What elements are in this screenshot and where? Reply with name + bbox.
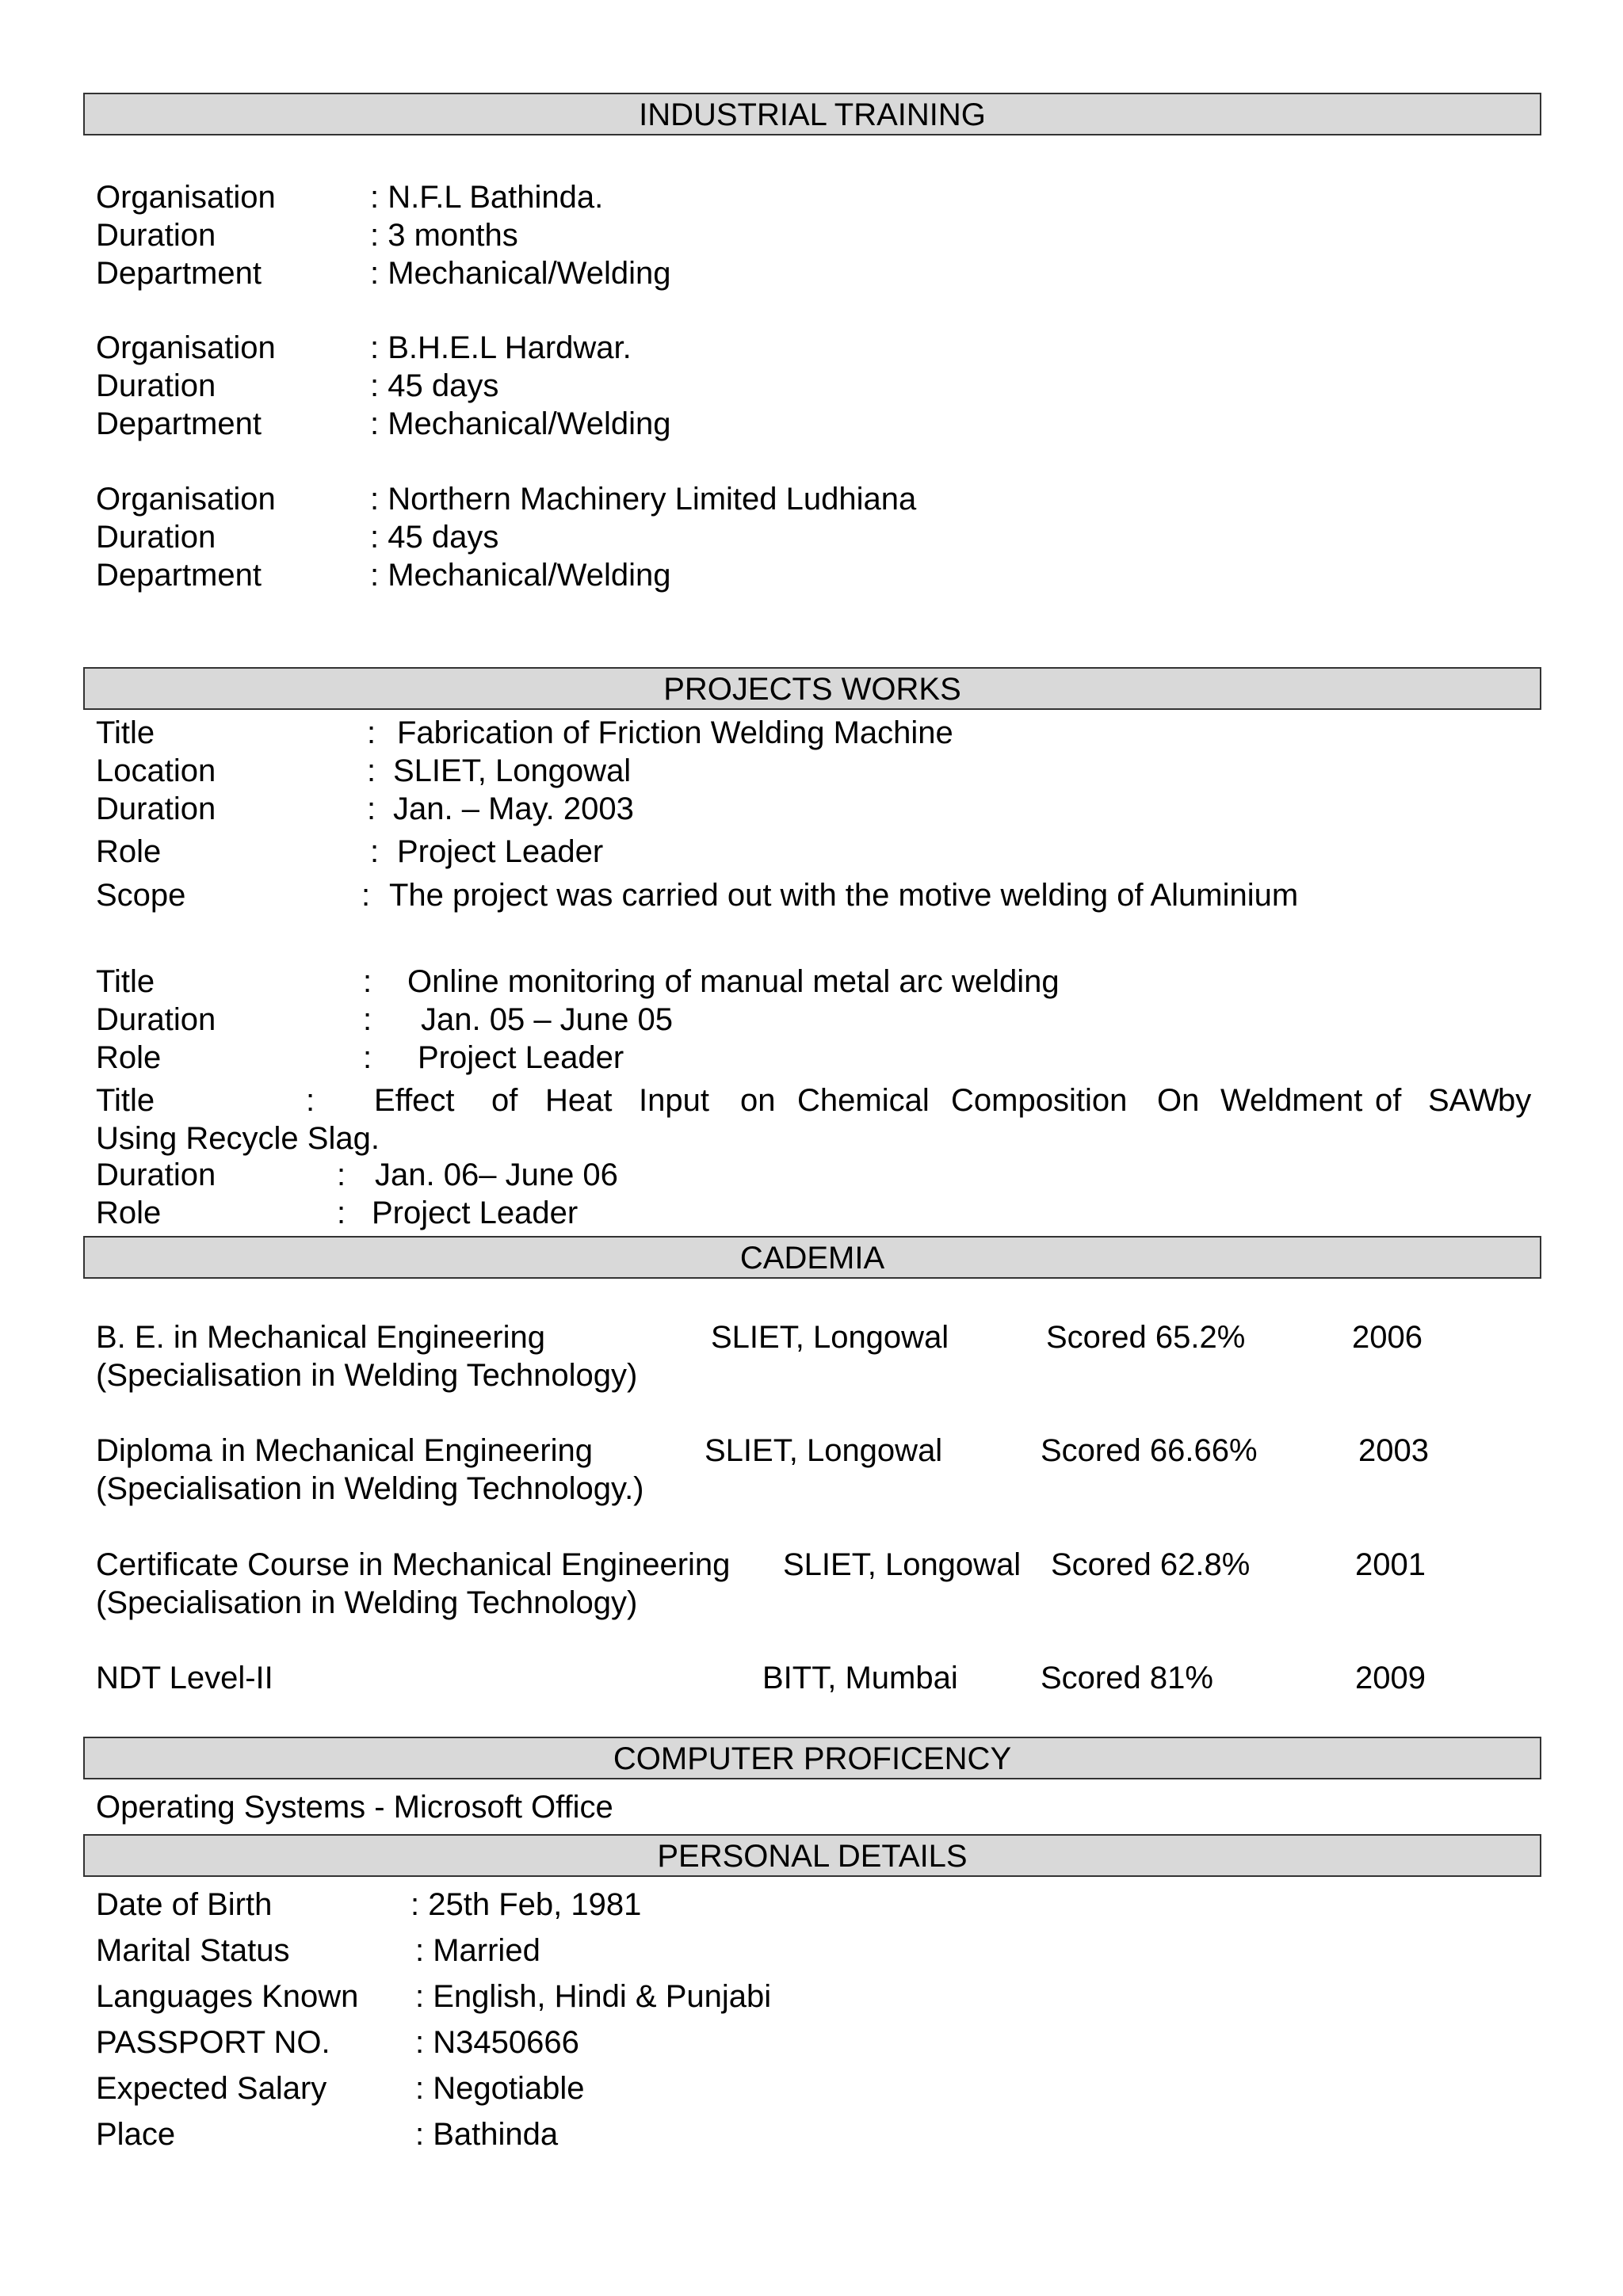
personal-details-heading: PERSONAL DETAILS bbox=[83, 1834, 1541, 1877]
year: 2009 bbox=[1355, 1661, 1426, 1695]
training-duration-row bbox=[96, 367, 1522, 405]
training-department-row bbox=[96, 556, 1522, 594]
project-duration-label: Duration bbox=[96, 1002, 216, 1037]
personal-label: Date of Birth bbox=[96, 1887, 273, 1922]
project-duration-row bbox=[96, 1001, 1522, 1039]
personal-value: : English, Hindi & Punjabi bbox=[415, 1979, 772, 2014]
project-title-value-word: Chemical bbox=[797, 1083, 930, 1118]
score: Scored 81% bbox=[1041, 1661, 1213, 1695]
colon-separator: : bbox=[367, 791, 376, 826]
colon-separator: : bbox=[361, 878, 371, 913]
academia-heading: CADEMIA bbox=[83, 1236, 1541, 1279]
course-name: Certificate Course in Mechanical Engineering bbox=[96, 1547, 731, 1582]
project-title-row bbox=[96, 714, 1522, 752]
training-duration-label: Duration bbox=[96, 520, 216, 555]
project-role-value: Project Leader bbox=[397, 834, 604, 869]
project-location-row bbox=[96, 752, 1522, 790]
personal-value: : Married bbox=[415, 1933, 540, 1968]
project-scope-label: Scope bbox=[96, 878, 186, 913]
project-role-value: Project Leader bbox=[372, 1196, 579, 1230]
training-department-row bbox=[96, 254, 1522, 292]
training-department-value: : Mechanical/Welding bbox=[370, 406, 671, 441]
colon-separator: : bbox=[363, 1040, 372, 1075]
project-title-continuation: Using Recycle Slag. bbox=[96, 1121, 380, 1156]
year: 2006 bbox=[1352, 1320, 1423, 1355]
training-department-label: Department bbox=[96, 558, 262, 593]
training-department-label: Department bbox=[96, 406, 262, 441]
training-org-row bbox=[96, 178, 1522, 216]
score: Scored 66.66% bbox=[1041, 1433, 1258, 1468]
project-title-label: Title bbox=[96, 964, 155, 999]
specialisation-note: (Specialisation in Welding Technology.) bbox=[96, 1471, 644, 1506]
project-role-label: Role bbox=[96, 834, 162, 869]
institute-name: SLIET, Longowal bbox=[711, 1320, 949, 1355]
computer-proficiency-text: Operating Systems - Microsoft Office bbox=[96, 1790, 613, 1825]
course-name: Diploma in Mechanical Engineering bbox=[96, 1433, 594, 1468]
project-role-label: Role bbox=[96, 1040, 162, 1075]
training-org-row bbox=[96, 329, 1522, 367]
year: 2001 bbox=[1355, 1547, 1426, 1582]
course-name: B. E. in Mechanical Engineering bbox=[96, 1320, 545, 1355]
personal-row bbox=[96, 2115, 1522, 2153]
project-title-label: Title bbox=[96, 715, 155, 750]
personal-value: : 25th Feb, 1981 bbox=[411, 1887, 642, 1922]
personal-value: : Negotiable bbox=[415, 2071, 585, 2106]
project-role-row bbox=[96, 1194, 1522, 1232]
colon-separator: : bbox=[306, 1083, 315, 1118]
project-duration-value: Jan. 06– June 06 bbox=[375, 1158, 618, 1192]
specialisation-note: (Specialisation in Welding Technology) bbox=[96, 1585, 638, 1620]
project-title-value-word: Input bbox=[639, 1083, 709, 1118]
project-title-value: Online monitoring of manual metal arc welding bbox=[407, 964, 1060, 999]
institute-name: BITT, Mumbai bbox=[762, 1661, 958, 1695]
course-name: NDT Level-II bbox=[96, 1661, 273, 1695]
project-scope-value: The project was carried out with the motive welding of Aluminium bbox=[389, 878, 1299, 913]
project-duration-row bbox=[96, 1156, 1522, 1194]
personal-row bbox=[96, 2069, 1522, 2107]
training-org-value: : N.F.L Bathinda. bbox=[370, 180, 604, 215]
year: 2003 bbox=[1358, 1433, 1429, 1468]
institute-name: SLIET, Longowal bbox=[783, 1547, 1022, 1582]
project-title-label: Title bbox=[96, 1083, 155, 1118]
colon-separator: : bbox=[370, 834, 380, 869]
personal-row bbox=[96, 1932, 1522, 1970]
project-duration-label: Duration bbox=[96, 1158, 216, 1192]
training-org-value: : Northern Machinery Limited Ludhiana bbox=[370, 482, 917, 517]
personal-label: PASSPORT NO. bbox=[96, 2025, 330, 2060]
project-title-value-word: On bbox=[1157, 1083, 1200, 1118]
project-title-value-word: Effect bbox=[374, 1083, 455, 1118]
training-duration-label: Duration bbox=[96, 218, 216, 253]
personal-label: Marital Status bbox=[96, 1933, 290, 1968]
personal-value: : Bathinda bbox=[415, 2117, 559, 2152]
project-role-row bbox=[96, 833, 1522, 871]
project-role-label: Role bbox=[96, 1196, 162, 1230]
training-department-value: : Mechanical/Welding bbox=[370, 256, 671, 291]
personal-value: : N3450666 bbox=[415, 2025, 579, 2060]
project-duration-row bbox=[96, 790, 1522, 828]
personal-label: Place bbox=[96, 2117, 176, 2152]
training-org-value: : B.H.E.L Hardwar. bbox=[370, 330, 632, 365]
project-title-value-word: by bbox=[1498, 1083, 1532, 1118]
score: Scored 65.2% bbox=[1046, 1320, 1246, 1355]
training-duration-value: : 45 days bbox=[370, 520, 499, 555]
colon-separator: : bbox=[367, 715, 376, 750]
project-title-value-word: Weldment bbox=[1220, 1083, 1363, 1118]
project-duration-value: Jan. – May. 2003 bbox=[393, 791, 634, 826]
project-scope-row bbox=[96, 876, 1522, 914]
institute-name: SLIET, Longowal bbox=[705, 1433, 943, 1468]
project-title-value: Fabrication of Friction Welding Machine bbox=[397, 715, 953, 750]
training-duration-label: Duration bbox=[96, 368, 216, 403]
project-title-value-word: Heat bbox=[545, 1083, 613, 1118]
training-org-label: Organisation bbox=[96, 330, 276, 365]
computer-proficiency-heading: COMPUTER PROFICENCY bbox=[83, 1737, 1541, 1779]
project-duration-label: Duration bbox=[96, 791, 216, 826]
training-org-label: Organisation bbox=[96, 180, 276, 215]
training-department-value: : Mechanical/Welding bbox=[370, 558, 671, 593]
project-title-value-word: of bbox=[1375, 1083, 1402, 1118]
project-title-row bbox=[96, 963, 1522, 1001]
colon-separator: : bbox=[363, 964, 372, 999]
personal-label: Languages Known bbox=[96, 1979, 359, 2014]
training-duration-value: : 3 months bbox=[370, 218, 518, 253]
project-title-value-word: on bbox=[740, 1083, 776, 1118]
personal-label: Expected Salary bbox=[96, 2071, 327, 2106]
personal-row bbox=[96, 2023, 1522, 2061]
projects-heading: PROJECTS WORKS bbox=[83, 667, 1541, 710]
project-role-value: Project Leader bbox=[418, 1040, 624, 1075]
colon-separator: : bbox=[367, 753, 376, 788]
specialisation-note: (Specialisation in Welding Technology) bbox=[96, 1358, 638, 1393]
project-title-value-word: Composition bbox=[951, 1083, 1128, 1118]
training-duration-row bbox=[96, 518, 1522, 556]
project-title-value-word: SAW bbox=[1428, 1083, 1499, 1118]
training-org-label: Organisation bbox=[96, 482, 276, 517]
training-department-row bbox=[96, 405, 1522, 443]
training-duration-value: : 45 days bbox=[370, 368, 499, 403]
industrial-training-heading: INDUSTRIAL TRAINING bbox=[83, 93, 1541, 135]
project-location-value: SLIET, Longowal bbox=[393, 753, 632, 788]
colon-separator: : bbox=[337, 1158, 346, 1192]
training-org-row bbox=[96, 480, 1522, 518]
score: Scored 62.8% bbox=[1051, 1547, 1251, 1582]
project-title-value-word: of bbox=[491, 1083, 518, 1118]
colon-separator: : bbox=[337, 1196, 346, 1230]
project-role-row bbox=[96, 1039, 1522, 1077]
training-duration-row bbox=[96, 216, 1522, 254]
training-department-label: Department bbox=[96, 256, 262, 291]
project-duration-value: Jan. 05 – June 05 bbox=[421, 1002, 674, 1037]
personal-row bbox=[96, 1886, 1522, 1924]
colon-separator: : bbox=[363, 1002, 372, 1037]
project-location-label: Location bbox=[96, 753, 216, 788]
personal-row bbox=[96, 1978, 1522, 2016]
